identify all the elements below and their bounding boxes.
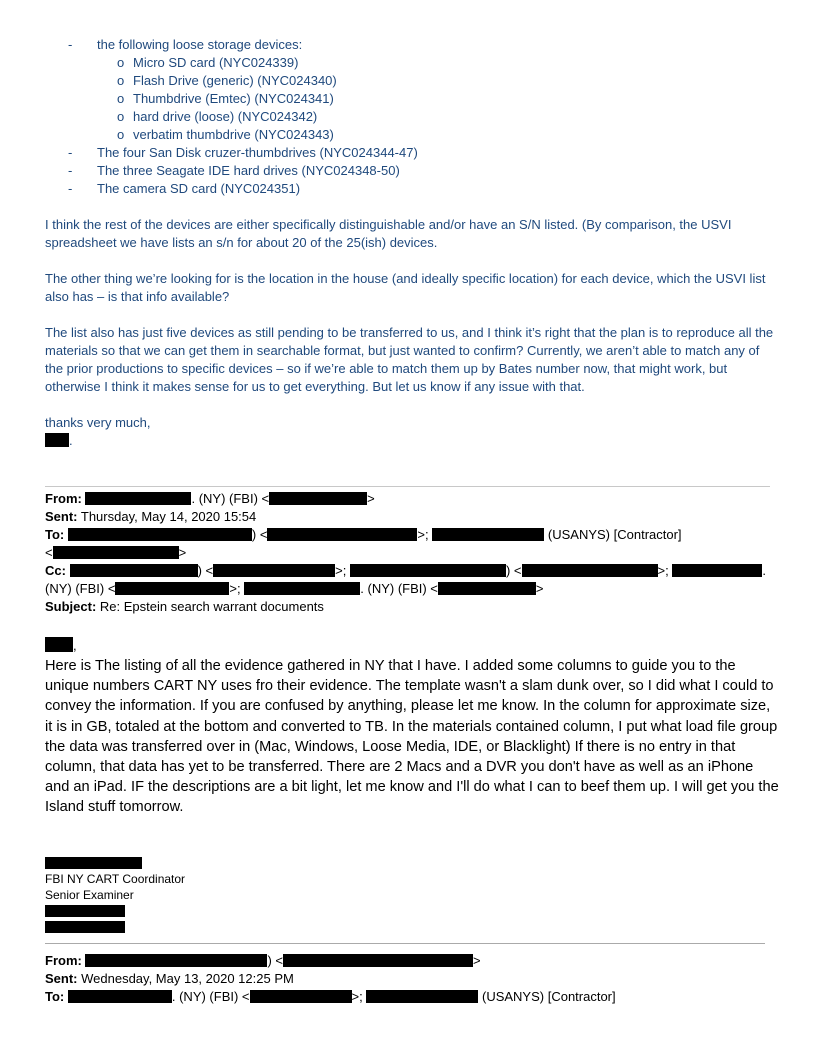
redaction-block — [267, 528, 417, 541]
header2-from-line: From: ) < > — [45, 953, 481, 968]
cc-label: Cc: — [45, 563, 66, 578]
list-item: The four San Disk cruzer-thumbdrives (NYC024344-47) — [97, 145, 418, 160]
header2-sent-line — [45, 970, 294, 988]
redaction-block — [85, 492, 191, 505]
from-text: ) < — [267, 953, 284, 968]
redaction-block — [438, 582, 536, 595]
sub-item: verbatim thumbdrive (NYC024343) — [133, 127, 334, 142]
redaction-block — [672, 564, 762, 577]
header2-to-line: To: . (NY) (FBI) < >; (USANYS) [Contractor] — [45, 989, 616, 1004]
subject-label: Subject: — [45, 599, 97, 614]
list-dash: - — [68, 37, 73, 52]
signature-redacted-line — [45, 904, 125, 918]
sub-item: Flash Drive (generic) (NYC024340) — [133, 73, 337, 88]
header1-from-line: From: . (NY) (FBI) < > — [45, 491, 375, 506]
header1-cc-line2: (NY) (FBI) < >; . (NY) (FBI) < > — [45, 581, 544, 596]
header-divider — [45, 486, 770, 487]
list-dash: - — [68, 163, 73, 178]
signature-redacted-name — [45, 856, 142, 870]
sub-bullet: o — [117, 73, 125, 88]
subject-value: Re: Epstein search warrant documents — [99, 599, 324, 614]
redaction-block — [350, 564, 506, 577]
redaction-block — [213, 564, 335, 577]
redaction-block — [45, 921, 125, 933]
sub-bullet: o — [117, 55, 125, 70]
redaction-block — [45, 905, 125, 917]
list-item: The camera SD card (NYC024351) — [97, 181, 301, 196]
greeting-redacted-name: , — [45, 636, 77, 656]
sent-value: Thursday, May 14, 2020 15:54 — [80, 509, 257, 524]
header1-to-line2: < > — [45, 545, 187, 560]
list-dash: - — [68, 145, 73, 160]
header1-sent-line — [45, 508, 256, 526]
sub-item: Micro SD card (NYC024339) — [133, 55, 299, 70]
redaction-block — [45, 637, 73, 652]
paragraph-serial-numbers: I think the rest of the devices are either specifically distinguishable and/or have an S/N listed. (By comparison, the USVI spreadsheet we have lists an s/n for about 20 of the 25(ish) devices. — [45, 217, 732, 250]
to-text: (USANYS) [Contractor] — [481, 989, 616, 1004]
list-item: The three Seagate IDE hard drives (NYC024348-50) — [97, 163, 400, 178]
to-label: To: — [45, 527, 65, 542]
sub-item: Thumbdrive (Emtec) (NYC024341) — [133, 91, 334, 106]
redaction-block — [53, 546, 179, 559]
header1-to-line: To: ) < >; (USANYS) [Contractor] — [45, 527, 682, 542]
redaction-block — [250, 990, 352, 1003]
redaction-block — [70, 564, 198, 577]
redaction-block — [366, 990, 478, 1003]
redaction-block — [68, 990, 172, 1003]
list-dash: - — [68, 181, 73, 196]
paragraph-pending-devices: The list also has just five devices as still pending to be transferred to us, and I think it’s right that the plan is to reproduce all the materials so that we can get them in searchable format, but just wanted to confirm? Currently, we aren’t able to match any of the prior productions to specific devices – so if we’re able to match them up by Bates number now, that might work, but otherwise I think it makes sense for us to get everything. But let us know if any issue with that. — [45, 325, 774, 394]
to-text: . (NY) (FBI) < — [171, 989, 250, 1004]
redaction-block — [269, 492, 367, 505]
header1-subject-line — [45, 598, 324, 616]
to-text: (USANYS) [Contractor] — [547, 527, 682, 542]
header1-cc-line: Cc: ) < >; ) < >; . — [45, 563, 766, 578]
redaction-block — [244, 582, 360, 595]
from-text: . (NY) (FBI) < — [191, 491, 270, 506]
redaction-block — [68, 528, 252, 541]
redaction-block — [283, 954, 473, 967]
message-body: Here is The listing of all the evidence gathered in NY that I have. I added some columns to guide you to the unique numbers CART NY uses fro their evidence. The template wasn't a slam dunk over, so I did what I could to convey the information. If you are confused by anything, please let me know. In the column for approximate size, it is in GB, totaled at the bottom and converted to TB. In the materials contained column, I put what load file group the data was transferred over in (Mac, Windows, Loose Media, IDE, or Blacklight) If there is no entry in that column, that data has yet to be transferred. There are 2 Macs and a DVR you don't have as well as an iPhone and an iPad. IF the descriptions are a bit light, let me know and I'll do what I can to beef them up. I will get you the Island stuff tomorrow. — [45, 658, 779, 816]
list-intro: the following loose storage devices: — [97, 37, 303, 52]
redaction-block — [85, 954, 267, 967]
sub-bullet: o — [117, 91, 125, 106]
redaction-block — [45, 433, 69, 447]
signoff-redacted-name: . — [45, 432, 73, 450]
signature-role: Senior Examiner — [45, 888, 134, 902]
redaction-block — [115, 582, 229, 595]
redaction-block — [45, 857, 142, 869]
sent-value: Wednesday, May 13, 2020 12:25 PM — [81, 971, 294, 986]
sub-bullet: o — [117, 109, 125, 124]
sub-item: hard drive (loose) (NYC024342) — [133, 109, 318, 124]
redaction-block — [522, 564, 658, 577]
sent-label: Sent: — [45, 971, 78, 986]
from-label: From: — [45, 953, 82, 968]
signature-title: FBI NY CART Coordinator — [45, 872, 186, 886]
signoff: thanks very much, — [45, 415, 151, 430]
header-divider — [45, 943, 765, 944]
from-label: From: — [45, 491, 82, 506]
to-label: To: — [45, 989, 65, 1004]
signature-redacted-line — [45, 920, 125, 934]
redaction-block — [432, 528, 544, 541]
sub-bullet: o — [117, 127, 125, 142]
paragraph-location: The other thing we’re looking for is the location in the house (and ideally specific location) for each device, which the USVI list also has – is that info available? — [45, 271, 766, 304]
to-text: ) < — [251, 527, 268, 542]
sent-label: Sent: — [45, 509, 78, 524]
